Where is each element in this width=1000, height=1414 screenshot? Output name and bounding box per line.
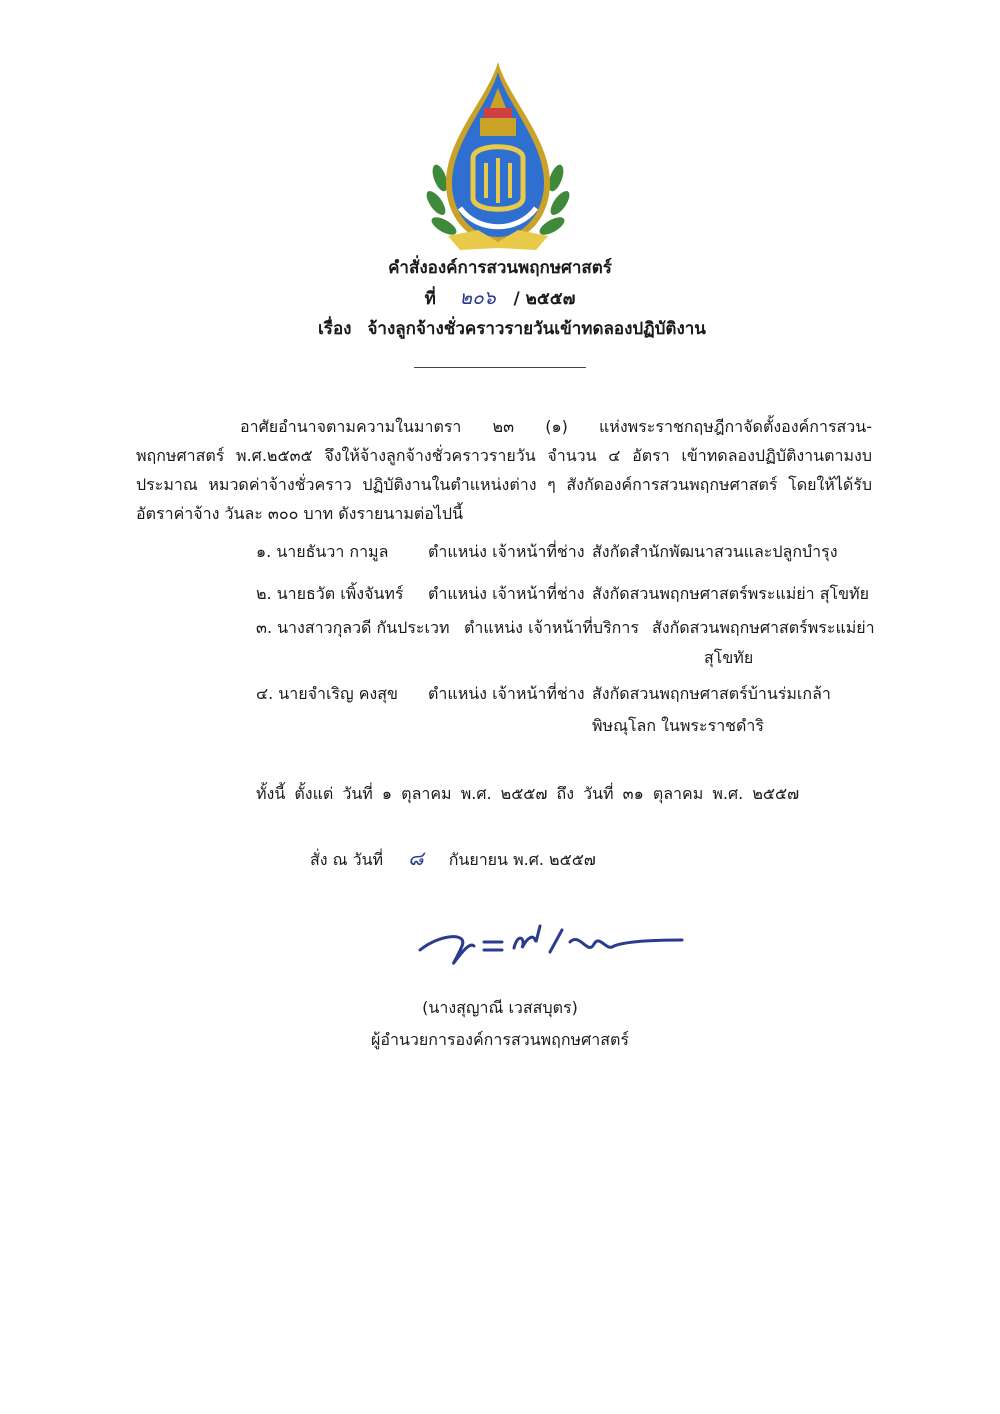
employee-name: ๑. นายธันวา กามูล (256, 542, 389, 561)
signatory-name: (นางสุญาณี เวสสบุตร) (422, 998, 578, 1017)
employee-position: ตำแหน่ง เจ้าหน้าที่ช่าง (428, 542, 585, 561)
employee-unit-continued: สุโขทัย (704, 648, 754, 667)
employee-unit: สังกัดสวนพฤกษศาสตร์พระแม่ย่า สุโขทัย (592, 584, 869, 603)
number-prefix: ที่ (424, 289, 436, 309)
employee-position: ตำแหน่ง เจ้าหน้าที่บริการ (464, 618, 639, 637)
authority-paragraph: อาศัยอำนาจตามความในมาตรา ๒๓ (๑) แห่งพระราชกฤษฎีกาจัดตั้งองค์การสวน-พฤกษศาสตร์ พ.ศ.๒๕๓๕ จึงให้จ้างลูกจ้างชั่วคราวรายวัน จำนวน ๔ อัตรา เข้าทดลองปฏิบัติงานตามงบประมาณ หมวดค่าจ้างชั่วคราว ปฏิบัติงานในตำแหน่งต่าง ๆ สังกัดองค์การสวนพฤกษศาสตร์ โดยให้ได้รับอัตราค่าจ้าง วันละ ๓๐๐ บาท ดังรายนามต่อไปนี้ (136, 417, 872, 523)
employee-unit: สังกัดสำนักพัฒนาสวนและปลูกบำรุง (592, 542, 838, 561)
subject-label: เรื่อง (318, 319, 352, 339)
employee-unit: สังกัดสวนพฤกษศาสตร์พระแม่ย่า (652, 618, 875, 637)
number-suffix: / ๒๕๕๗ (513, 289, 576, 309)
employee-position: ตำแหน่ง เจ้าหน้าที่ช่าง (428, 584, 585, 603)
subject-text: จ้างลูกจ้างชั่วคราวรายวันเข้าทดลองปฏิบัติงาน (367, 319, 706, 339)
botanical-garden-logo (418, 58, 578, 258)
employee-position: ตำแหน่ง เจ้าหน้าที่ช่าง (428, 684, 585, 703)
signatory-title: ผู้อำนวยการองค์การสวนพฤกษศาสตร์ (371, 1030, 629, 1049)
employee-unit-continued: พิษณุโลก ในพระราชดำริ (592, 716, 764, 735)
order-subject (318, 315, 722, 342)
employee-name: ๒. นายธวัต เพิ้งจันทร์ (256, 584, 404, 603)
order-title: คำสั่งองค์การสวนพฤกษศาสตร์ (388, 258, 612, 278)
order-number (0, 283, 1000, 313)
employee-unit: สังกัดสวนพฤกษศาสตร์บ้านร่มเกล้า (592, 684, 831, 703)
signature (410, 912, 690, 982)
handwritten-number: ๒๐๖ (459, 287, 496, 309)
title-divider (414, 367, 586, 368)
handwritten-day: ๘ (408, 846, 424, 870)
order-date (310, 842, 596, 874)
employee-name: ๔. นายจำเริญ คงสุข (256, 684, 398, 703)
order-date-suffix: กันยายน พ.ศ. ๒๕๕๗ (448, 850, 596, 869)
order-date-prefix: สั่ง ณ วันที่ (310, 850, 384, 869)
employee-name: ๓. นางสาวกุลวดี กันประเวท (256, 618, 450, 637)
employment-period: ทั้งนี้ ตั้งแต่ วันที่ ๑ ตุลาคม พ.ศ. ๒๕๕๗ ถึง วันที่ ๓๑ ตุลาคม พ.ศ. ๒๕๕๗ (256, 784, 800, 803)
